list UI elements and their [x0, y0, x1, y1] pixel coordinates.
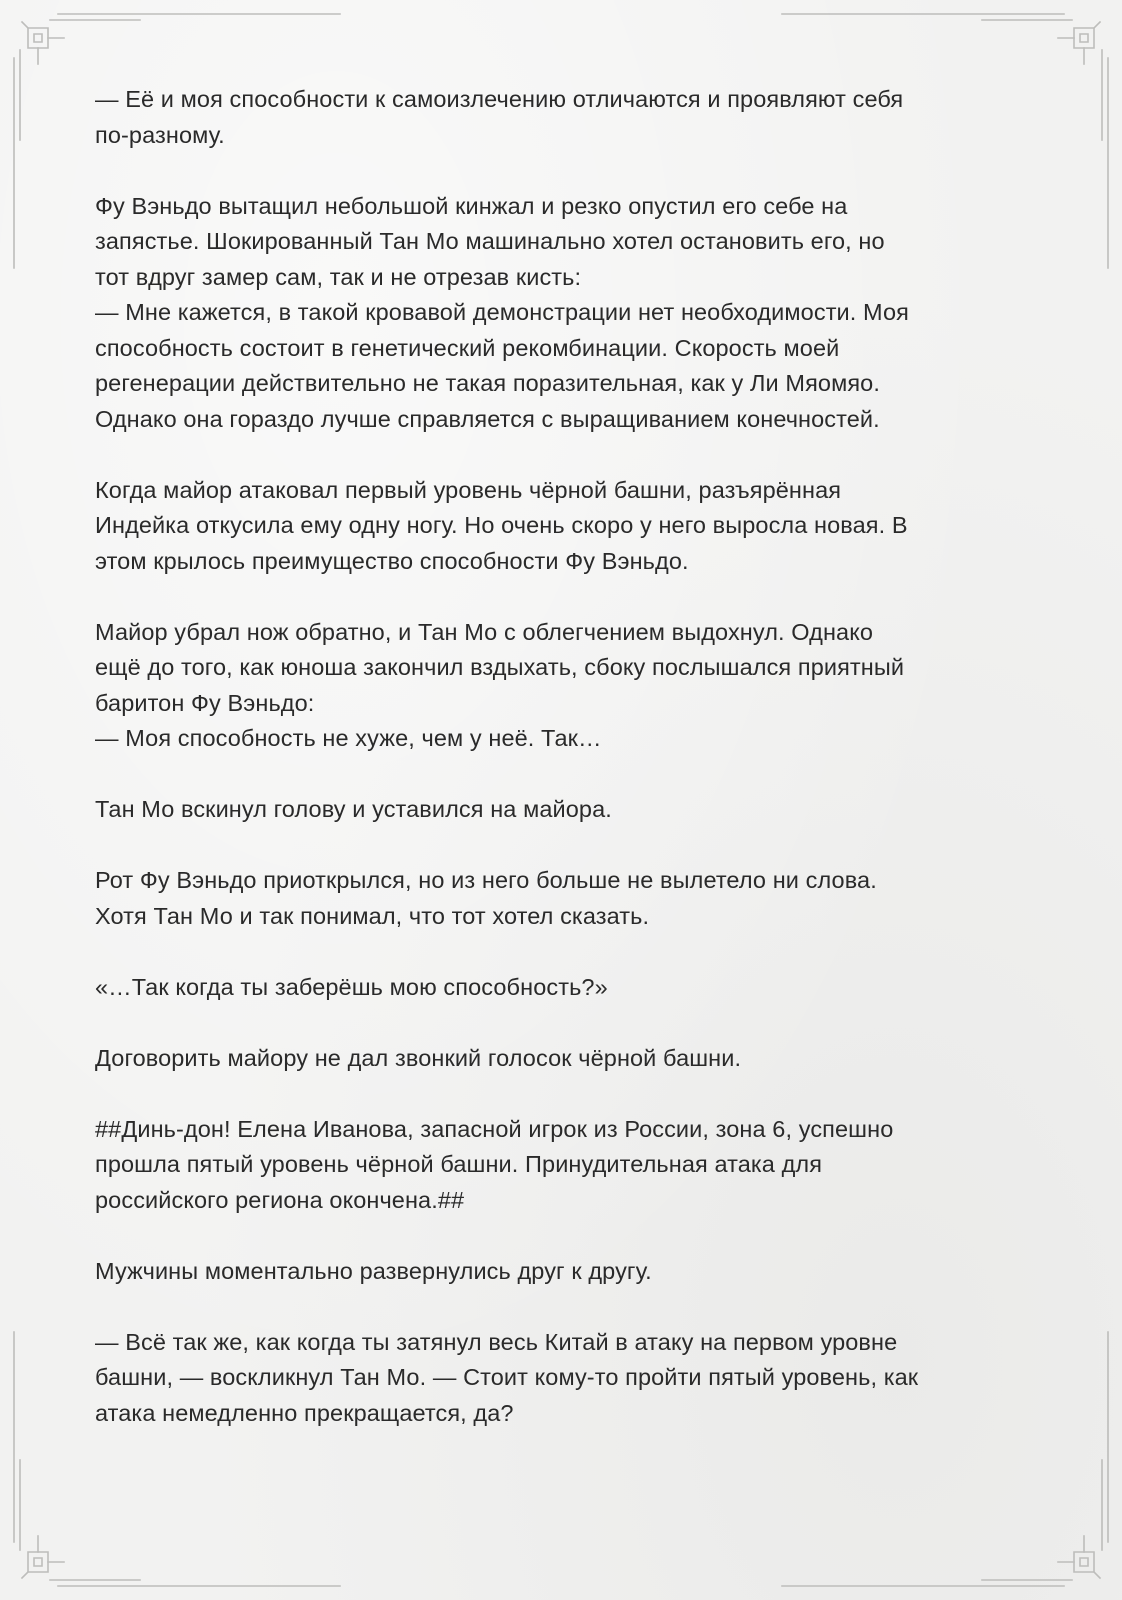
- paragraph: Мужчины моментально развернулись друг к другу.: [95, 1257, 652, 1284]
- paragraph: «…Так когда ты заберёшь мою способность?»: [95, 973, 608, 1000]
- paragraph: Рот Фу Вэньдо приоткрылся, но из него больше не вылетело ни слова. Хотя Тан Мо и так понимал, что тот хотел сказать.: [95, 867, 877, 929]
- paragraph: Когда майор атаковал первый уровень чёрной башни, разъярённая Индейка откусила ему одну ногу. Но очень скоро у него выросла новая. В этом крылось преимущество способности Фу Вэньдо.: [95, 476, 908, 574]
- document-body: [95, 82, 1030, 1431]
- paragraph: — Всё так же, как когда ты затянул весь Китай в атаку на первом уровне башни, — воскликнул Тан Мо. — Стоит кому-то пройти пятый уровень, как атака немедленно прекращается, да?: [95, 1328, 919, 1426]
- paragraph: Фу Вэньдо вытащил небольшой кинжал и резко опустил его себе на запястье. Шокированный Тан Мо машинально хотел остановить его, но тот вдруг замер сам, так и не отрезав кисть: — Мне кажется, в такой кровавой демонстрации нет необходимости. Моя способность состоит в генетический рекомбинации. Скорость моей регенерации действительно не такая поразительная, как у Ли Мяомяо. Однако она гораздо лучше справляется с выращиванием конечностей.: [95, 192, 909, 432]
- paragraph: ##Динь-дон! Елена Иванова, запасной игрок из России, зона 6, успешно прошла пятый уровень чёрной башни. Принудительная атака для российского региона окончена.##: [95, 1115, 894, 1213]
- paragraph: Тан Мо вскинул голову и уставился на майора.: [95, 796, 612, 822]
- paragraph: — Её и моя способности к самоизлечению отличаются и проявляют себя по-разному.: [95, 86, 904, 148]
- paragraph: Майор убрал нож обратно, и Тан Мо с облегчением выдохнул. Однако ещё до того, как юноша закончил вздыхать, сбоку послышался приятный баритон Фу Вэньдо: — Моя способность не хуже, чем у неё. Так…: [95, 618, 905, 751]
- paragraph: Договорить майору не дал звонкий голосок чёрной башни.: [95, 1044, 742, 1071]
